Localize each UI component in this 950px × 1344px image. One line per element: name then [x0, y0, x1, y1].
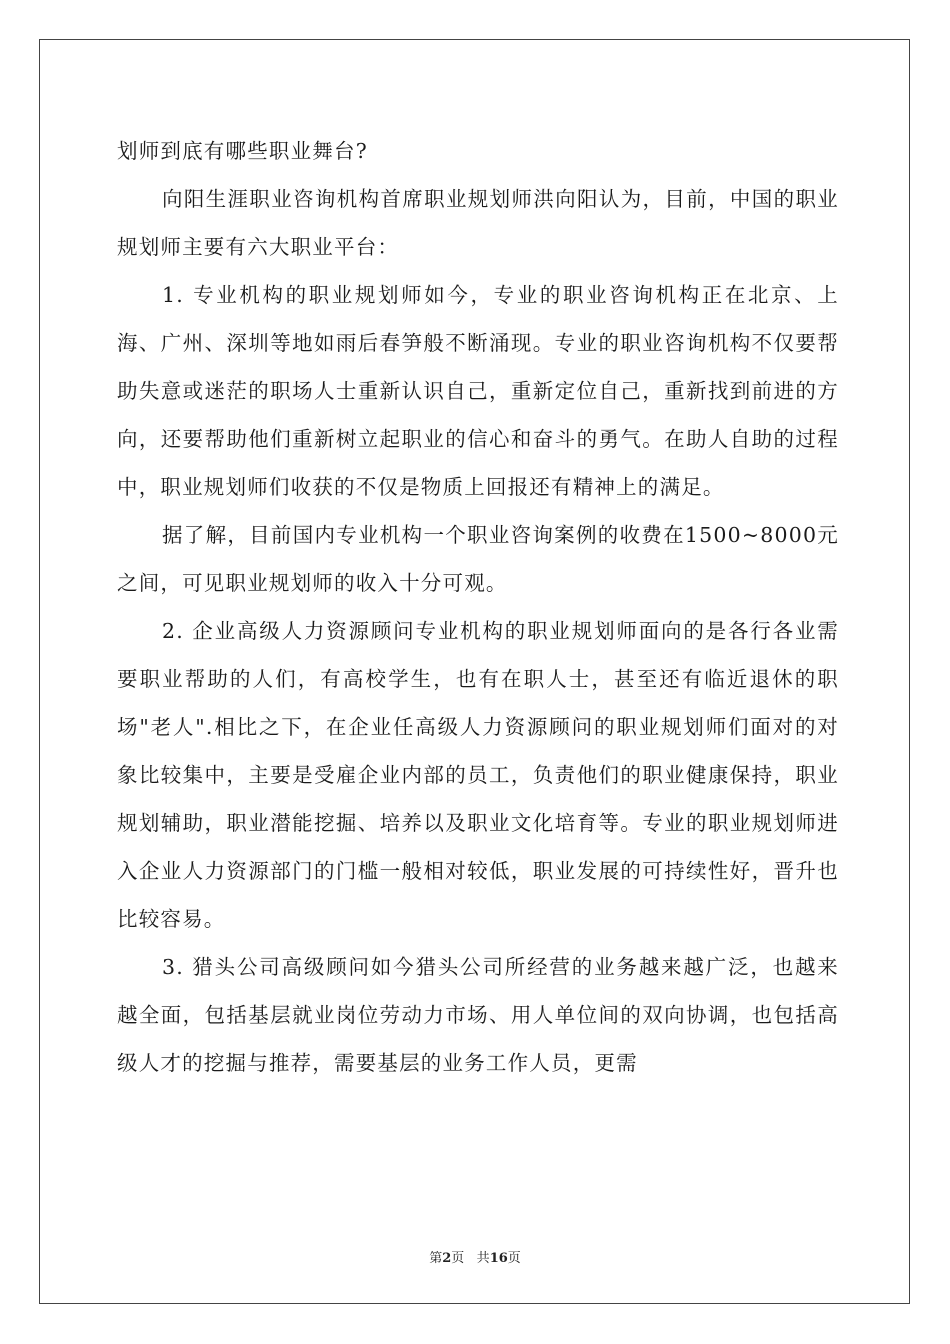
footer-total-prefix: 共: [476, 1251, 490, 1266]
page-footer: [0, 1247, 950, 1266]
document-body: [117, 127, 839, 1087]
footer-total-pages: 16: [489, 1251, 508, 1266]
paragraph-5: 2. 企业高级人力资源顾问专业机构的职业规划师面向的是各行各业需要职业帮助的人们，有高校学生，也有在职人士，甚至还有临近退休的职场"老人".相比之下，在企业任高级人力资源顾问的职业规划师们面对的对象比较集中，主要是受雇企业内部的员工，负责他们的职业健康保持，职业规划辅助，职业潜能挖掘、培养以及职业文化培育等。专业的职业规划师进入企业人力资源部门的门槛一般相对较低，职业发展的可持续性好，晋升也比较容易。: [117, 619, 839, 931]
paragraph-1: 划师到底有哪些职业舞台?: [117, 139, 368, 163]
footer-total-suffix: 页: [507, 1251, 521, 1266]
footer-page-prefix: 第: [429, 1251, 443, 1266]
paragraph-6: 3. 猎头公司高级顾问如今猎头公司所经营的业务越来越广泛，也越来越全面，包括基层就业岗位劳动力市场、用人单位间的双向协调，也包括高级人才的挖掘与推荐，需要基层的业务工作人员，更需: [117, 955, 839, 1075]
paragraph-4: 据了解，目前国内专业机构一个职业咨询案例的收费在1500~8000元之间，可见职业规划师的收入十分可观。: [117, 523, 839, 595]
paragraph-2: 向阳生涯职业咨询机构首席职业规划师洪向阳认为，目前，中国的职业规划师主要有六大职业平台：: [117, 187, 839, 259]
footer-page-suffix: 页: [451, 1251, 465, 1266]
paragraph-3: 1. 专业机构的职业规划师如今，专业的职业咨询机构正在北京、上海、广州、深圳等地如雨后春笋般不断涌现。专业的职业咨询机构不仅要帮助失意或迷茫的职场人士重新认识自己，重新定位自己，重新找到前进的方向，还要帮助他们重新树立起职业的信心和奋斗的勇气。在助人自助的过程中，职业规划师们收获的不仅是物质上回报还有精神上的满足。: [117, 283, 839, 499]
footer-page-number: 2: [442, 1251, 452, 1266]
